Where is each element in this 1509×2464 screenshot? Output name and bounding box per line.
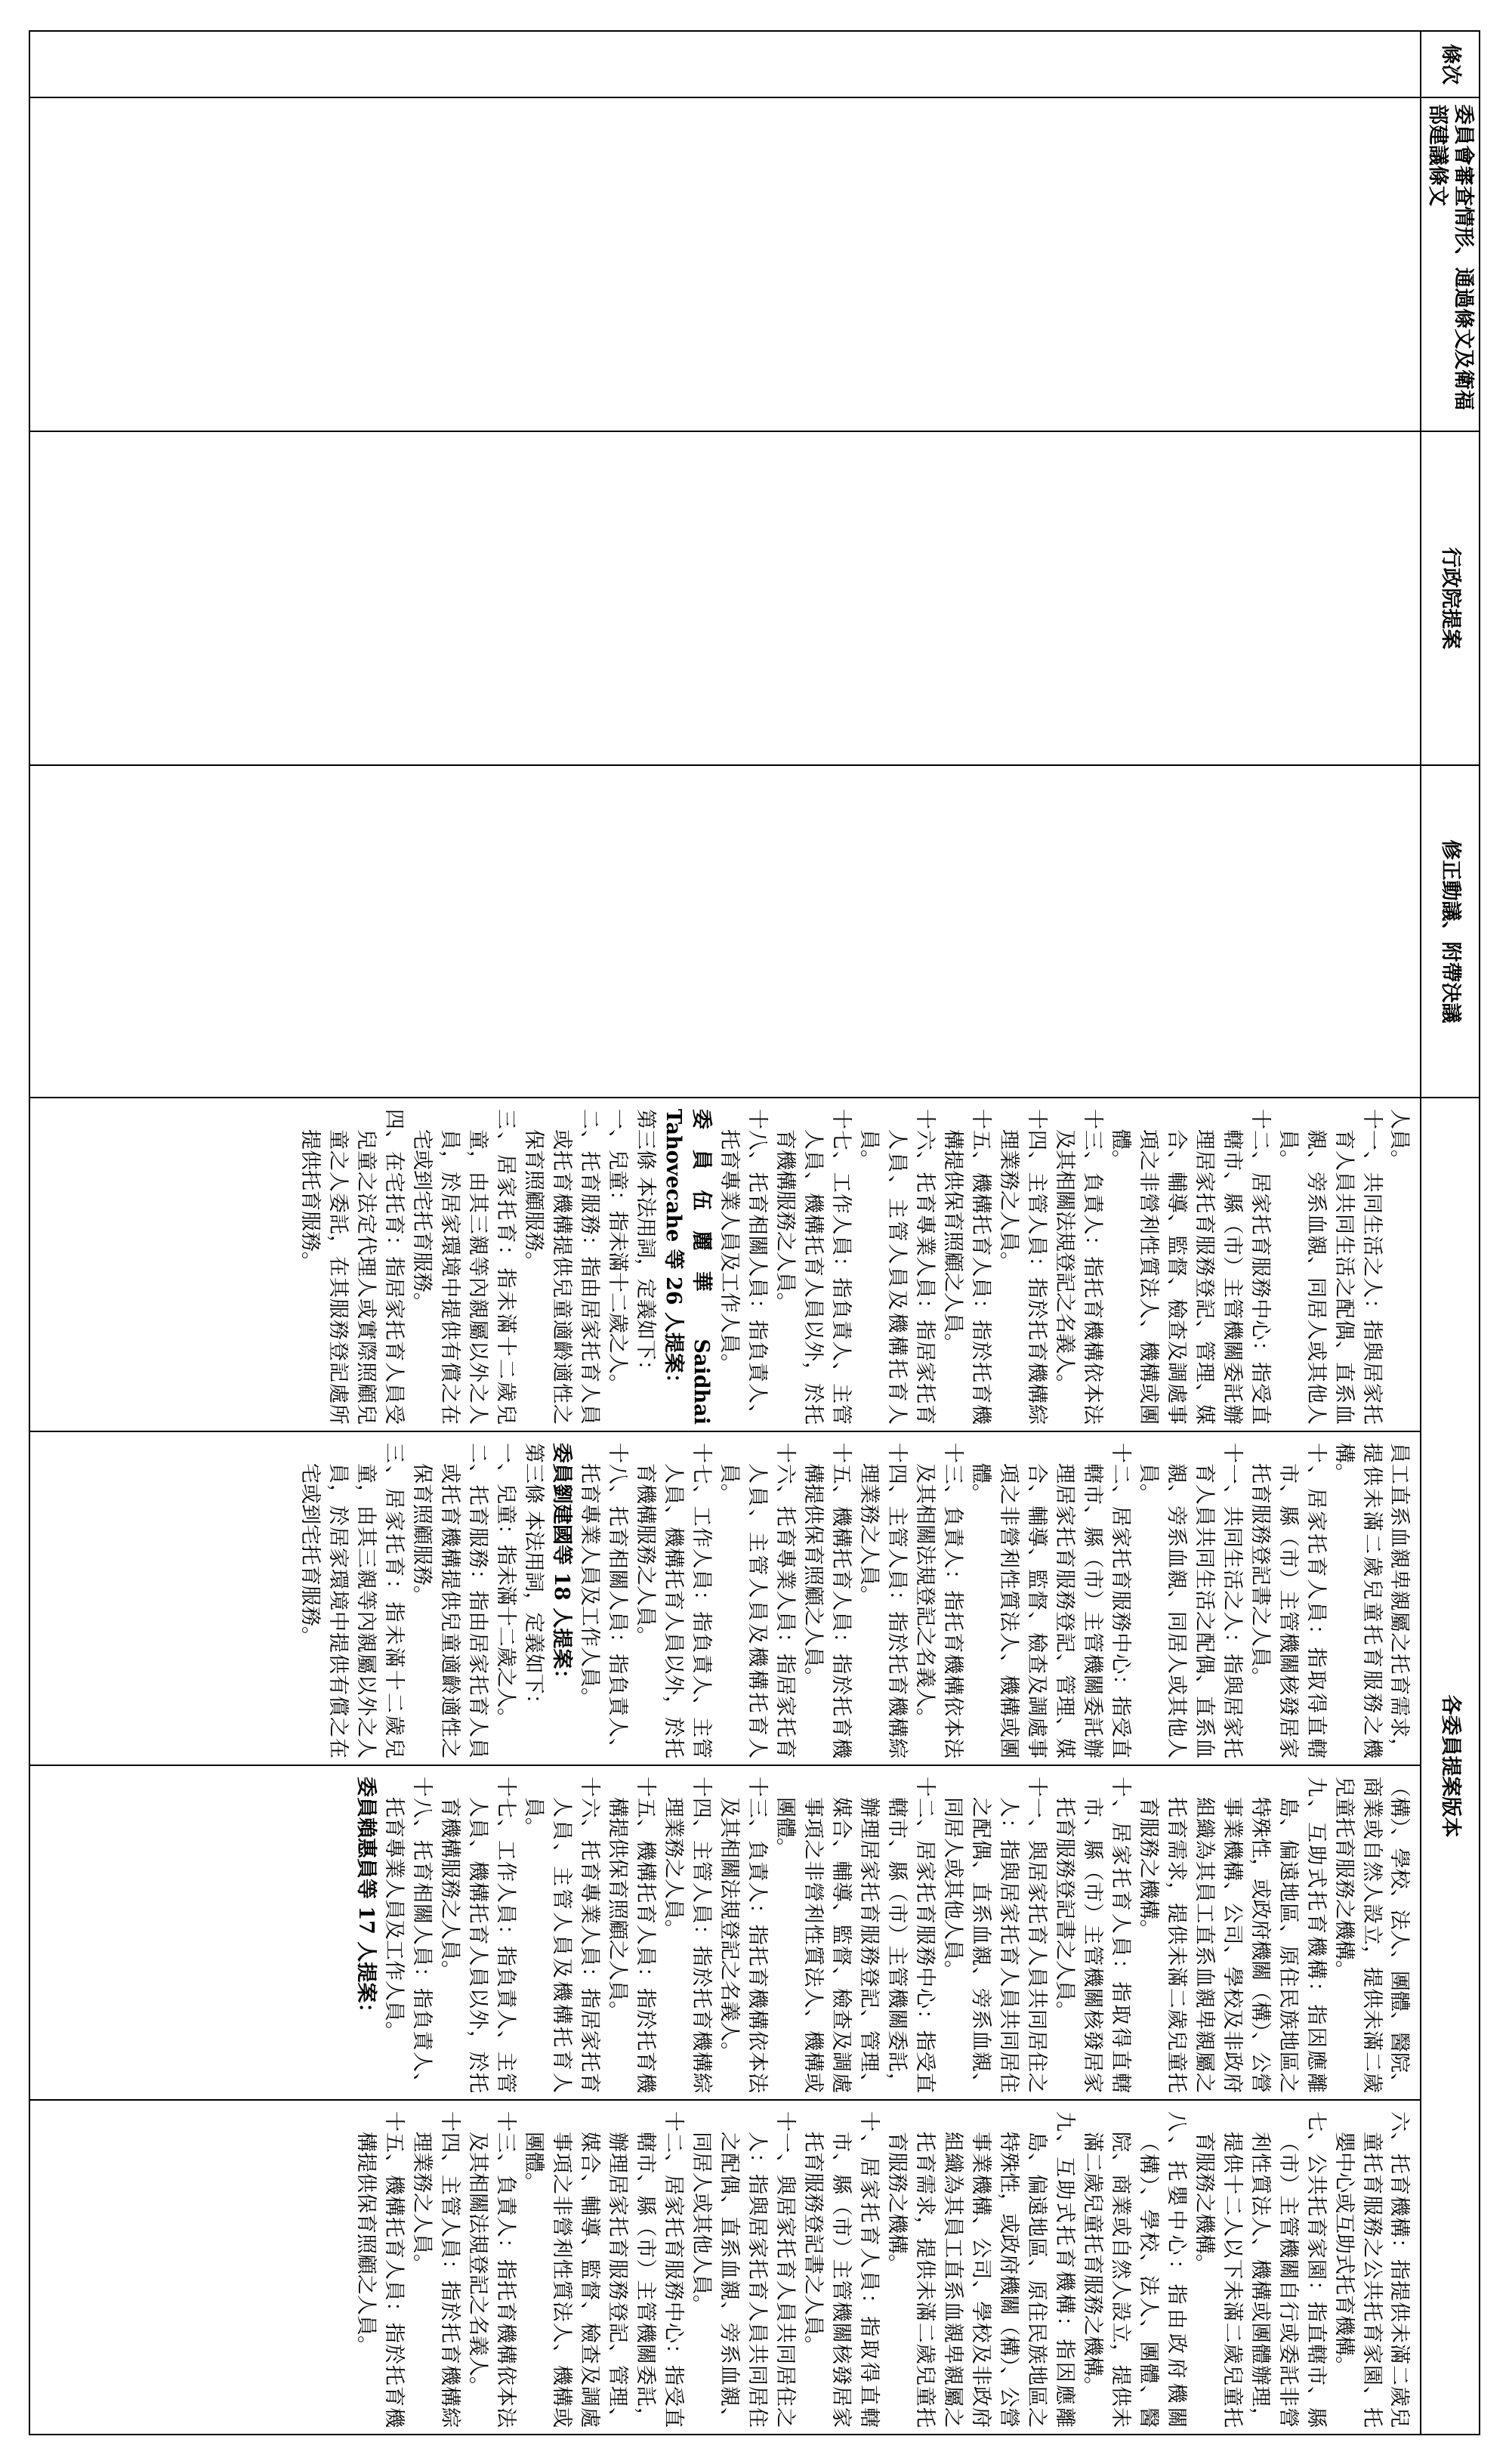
cell-motion <box>29 765 1421 1098</box>
proposer-heading: 委員劉建國等 18 人提案： <box>549 1443 573 1690</box>
definition-item: 十四、主管人員：指於托育機構綜理業務之人員。 <box>996 1109 1048 1425</box>
definition-item: 十、居家托育人員：指取得直轄市、縣（市）主管機關核發居家托育服務登記書之人員。 <box>1248 1443 1328 1758</box>
definition-item: 十二、居家托育服務中心：指受直轄市、縣（市）主管機關委託，辦理居家托育服務登記、管理、媒合、輔導、監督、檢查及調處事項之非營利性質法人、機構或團體。 <box>521 2111 685 2428</box>
definition-item: 十八、托育相關人員：指負責人、托育專業人員及工作人員。 <box>577 1443 629 1758</box>
proposal-list-1 <box>291 1098 1420 1431</box>
header-proposals: 各委員提案版本 <box>1421 1098 1480 2435</box>
definition-item: 十一、與居家托育人員共同居住之人：指與居家托育人員共同居住之配偶、直系血親、旁系血親、同居人或其他人員。 <box>689 2111 797 2428</box>
header-row <box>1421 31 1480 2435</box>
text-line: 員工直系血親卑親屬之托育需求，提供未滿二歲兒童托育服務之機構。 <box>1332 1443 1412 1758</box>
definition-item: 十一、共同生活之人：指與居家托育人員共同生活之配偶、直系血親、旁系血親、同居人或其他人員。 <box>1136 1443 1244 1758</box>
definition-item: 十三、負責人：指托育機構依本法及其相關法規登記之名義人。 <box>912 1443 964 1758</box>
definition-item: 十、居家托育人員：指取得直轄市、縣（市）主管機關核發居家托育服務登記書之人員。 <box>801 2111 881 2428</box>
definition-item: 一、兒童：指未滿十二歲之人。 <box>494 1443 517 1728</box>
definition-item: 十一、共同生活之人：指與居家托育人員共同生活之配偶、直系血親、旁系血親、同居人或其他人員。 <box>1276 1109 1384 1425</box>
definition-item: 二、托育服務：指由居家托育人員或托育機構提供兒童適齡適性之保育照顧服務。 <box>521 1109 601 1425</box>
definition-item: 三、居家托育：指未滿十二歲兒童，由其三親等內親屬以外之人員，於居家環境中提供有償之在宅或到宅托育服務。 <box>298 1443 406 1758</box>
definition-item: 十五、機構托育人員：指於托育機構提供保育照顧之人員。 <box>940 1109 992 1425</box>
proposal-list-3 <box>347 1766 1420 2099</box>
article-heading: 第三條 本法用詞，定義如下： <box>521 1443 545 1715</box>
definition-item: 十七、工作人員：指負責人、主管人員、機構托育人員以外，於托育機構服務之人員。 <box>773 1109 853 1425</box>
proposer-heading: 委員伍麗華 Saidhai Tahovecahe 等 26 人提案： <box>661 1109 713 1425</box>
article-heading: 第三條 本法用詞，定義如下： <box>633 1109 657 1381</box>
definition-item: 九、互助式托育機構：指因應離島、偏遠地區、原住民族地區之特殊性，或政府機關（構）、公營事業機構、公司、學校及非政府組織為其員工直系血親卑親屬之托育需求，提供未滿二歲兒童托育服務之機構。 <box>884 2111 1076 2428</box>
definition-item: 十一、與居家托育人員共同居住之人：指與居家托育人員共同居住之配偶、直系血親、旁系血親、同居人或其他人員。 <box>940 1777 1048 2093</box>
definition-item: 十二、居家托育服務中心：指受直轄市、縣（市）主管機關委託辦理居家托育服務登記、管理、媒合、輔導、監督、檢查及調處事項之非營利性質法人、機構或團體。 <box>968 1443 1132 1758</box>
definition-item: 十五、機構托育人員：指於托育機構提供保育照顧之人員。 <box>354 2111 406 2428</box>
definition-item: 六、托育機構：指提供未滿二歲兒童托育服務之公共托育家園、托嬰中心或互助式托育機構。 <box>1332 2111 1412 2428</box>
definition-item: 十三、負責人：指托育機構依本法及其相關法規登記之名義人。 <box>717 1777 769 2093</box>
body-row <box>29 31 1421 2435</box>
definition-item: 十六、托育專業人員：指居家托育人員、主管人員及機構托育人員。 <box>521 1777 601 2093</box>
header-executive: 行政院提案 <box>1421 431 1480 765</box>
proposal-list-2 <box>291 1432 1420 1765</box>
definition-item: 八、托嬰中心：指由政府機關（構）、學校、法人、團體、醫院、商業或自然人設立，提供未滿二歲兒童托育服務之機構。 <box>1080 2111 1188 2428</box>
cell-proposal-2 <box>29 1431 1421 1765</box>
definition-item: 十七、工作人員：指負責人、主管人員、機構托育人員以外，於托育機構服務之人員。 <box>633 1443 713 1758</box>
cell-proposal-4 <box>29 2100 1421 2435</box>
definition-item: 十八、托育相關人員：指負責人、托育專業人員及工作人員。 <box>717 1109 769 1425</box>
cell-executive <box>29 431 1421 765</box>
definition-item: 十五、機構托育人員：指於托育機構提供保育照顧之人員。 <box>605 1777 657 2093</box>
cell-proposal-3 <box>29 1765 1421 2100</box>
comparison-table <box>29 30 1480 2435</box>
proposal-list-4 <box>347 2101 1420 2434</box>
definition-item: 十三、負責人：指托育機構依本法及其相關法規登記之名義人。 <box>1052 1109 1104 1425</box>
header-motion: 修正動議、附帶決議 <box>1421 765 1480 1098</box>
definition-item: 十二、居家托育服務中心：指受直轄市、縣（市）主管機關委託，辦理居家托育服務登記、管理、媒合、輔導、監督、檢查及調處事項之非營利性質法人、機構或團體。 <box>773 1777 937 2093</box>
definition-item: 十六、托育專業人員：指居家托育人員、主管人員及機構托育人員。 <box>717 1443 797 1758</box>
definition-item: 十五、機構托育人員：指於托育機構提供保育照顧之人員。 <box>801 1443 853 1758</box>
text-line: （構）、學校、法人、團體、醫院、商業或自然人設立，提供未滿二歲兒童托育服務之機構。 <box>1332 1777 1412 2093</box>
definition-item: 一、兒童：指未滿十二歲之人。 <box>605 1109 629 1394</box>
definition-item: 九、互助式托育機構：指因應離島、偏遠地區、原住民族地區之特殊性，或政府機關（構）、公營事業機構、公司、學校及非政府組織為其員工直系血親卑親屬之托育需求，提供未滿二歲兒童托育服務之機構。 <box>1136 1777 1328 2093</box>
text-line: 人員。 <box>1387 1109 1412 1170</box>
definition-item: 十二、居家托育服務中心：指受直轄市、縣（市）主管機關委託辦理居家托育服務登記、管理、媒合、輔導、監督、檢查及調處事項之非營利性質法人、機構或團體。 <box>1108 1109 1272 1425</box>
header-article: 條次 <box>1421 31 1480 97</box>
definition-item: 四、在宅托育：指居家托育人員受兒童之法定代理人或實際照顧兒童之人委託，在其服務登記處所提供托育服務。 <box>298 1109 406 1425</box>
definition-item: 十四、主管人員：指於托育機構綜理業務之人員。 <box>410 2111 462 2428</box>
definition-item: 十七、工作人員：指負責人、主管人員、機構托育人員以外，於托育機構服務之人員。 <box>438 1777 517 2093</box>
proposer-heading: 委員賴惠員等 17 人提案： <box>354 1777 378 2024</box>
header-committee: 委員會審查情形、通過條文及衛福部建議條文 <box>1421 97 1480 431</box>
cell-proposal-1 <box>29 1098 1421 1431</box>
definition-item: 十六、托育專業人員：指居家托育人員、主管人員及機構托育人員。 <box>856 1109 937 1425</box>
definition-item: 十四、主管人員：指於托育機構綜理業務之人員。 <box>661 1777 713 2093</box>
cell-article <box>29 31 1421 97</box>
definition-item: 七、公共托育家園：指直轄市、縣（市）主管機關自行或委託非營利性質法人、機構或團體辦理，提供十二人以下未滿二歲兒童托育服務之機構。 <box>1192 2111 1328 2428</box>
cell-committee <box>29 97 1421 431</box>
definition-item: 二、托育服務：指由居家托育人員或托育機構提供兒童適齡適性之保育照顧服務。 <box>410 1443 490 1758</box>
definition-item: 十、居家托育人員：指取得直轄市、縣（市）主管機關核發居家托育服務登記書之人員。 <box>1052 1777 1132 2093</box>
definition-item: 三、居家托育：指未滿十二歲兒童，由其三親等內親屬以外之人員，於居家環境中提供有償之在宅或到宅托育服務。 <box>410 1109 517 1425</box>
definition-item: 十三、負責人：指托育機構依本法及其相關法規登記之名義人。 <box>466 2111 517 2428</box>
definition-item: 十四、主管人員：指於托育機構綜理業務之人員。 <box>856 1443 909 1758</box>
definition-item: 十八、托育相關人員：指負責人、托育專業人員及工作人員。 <box>382 1777 434 2093</box>
